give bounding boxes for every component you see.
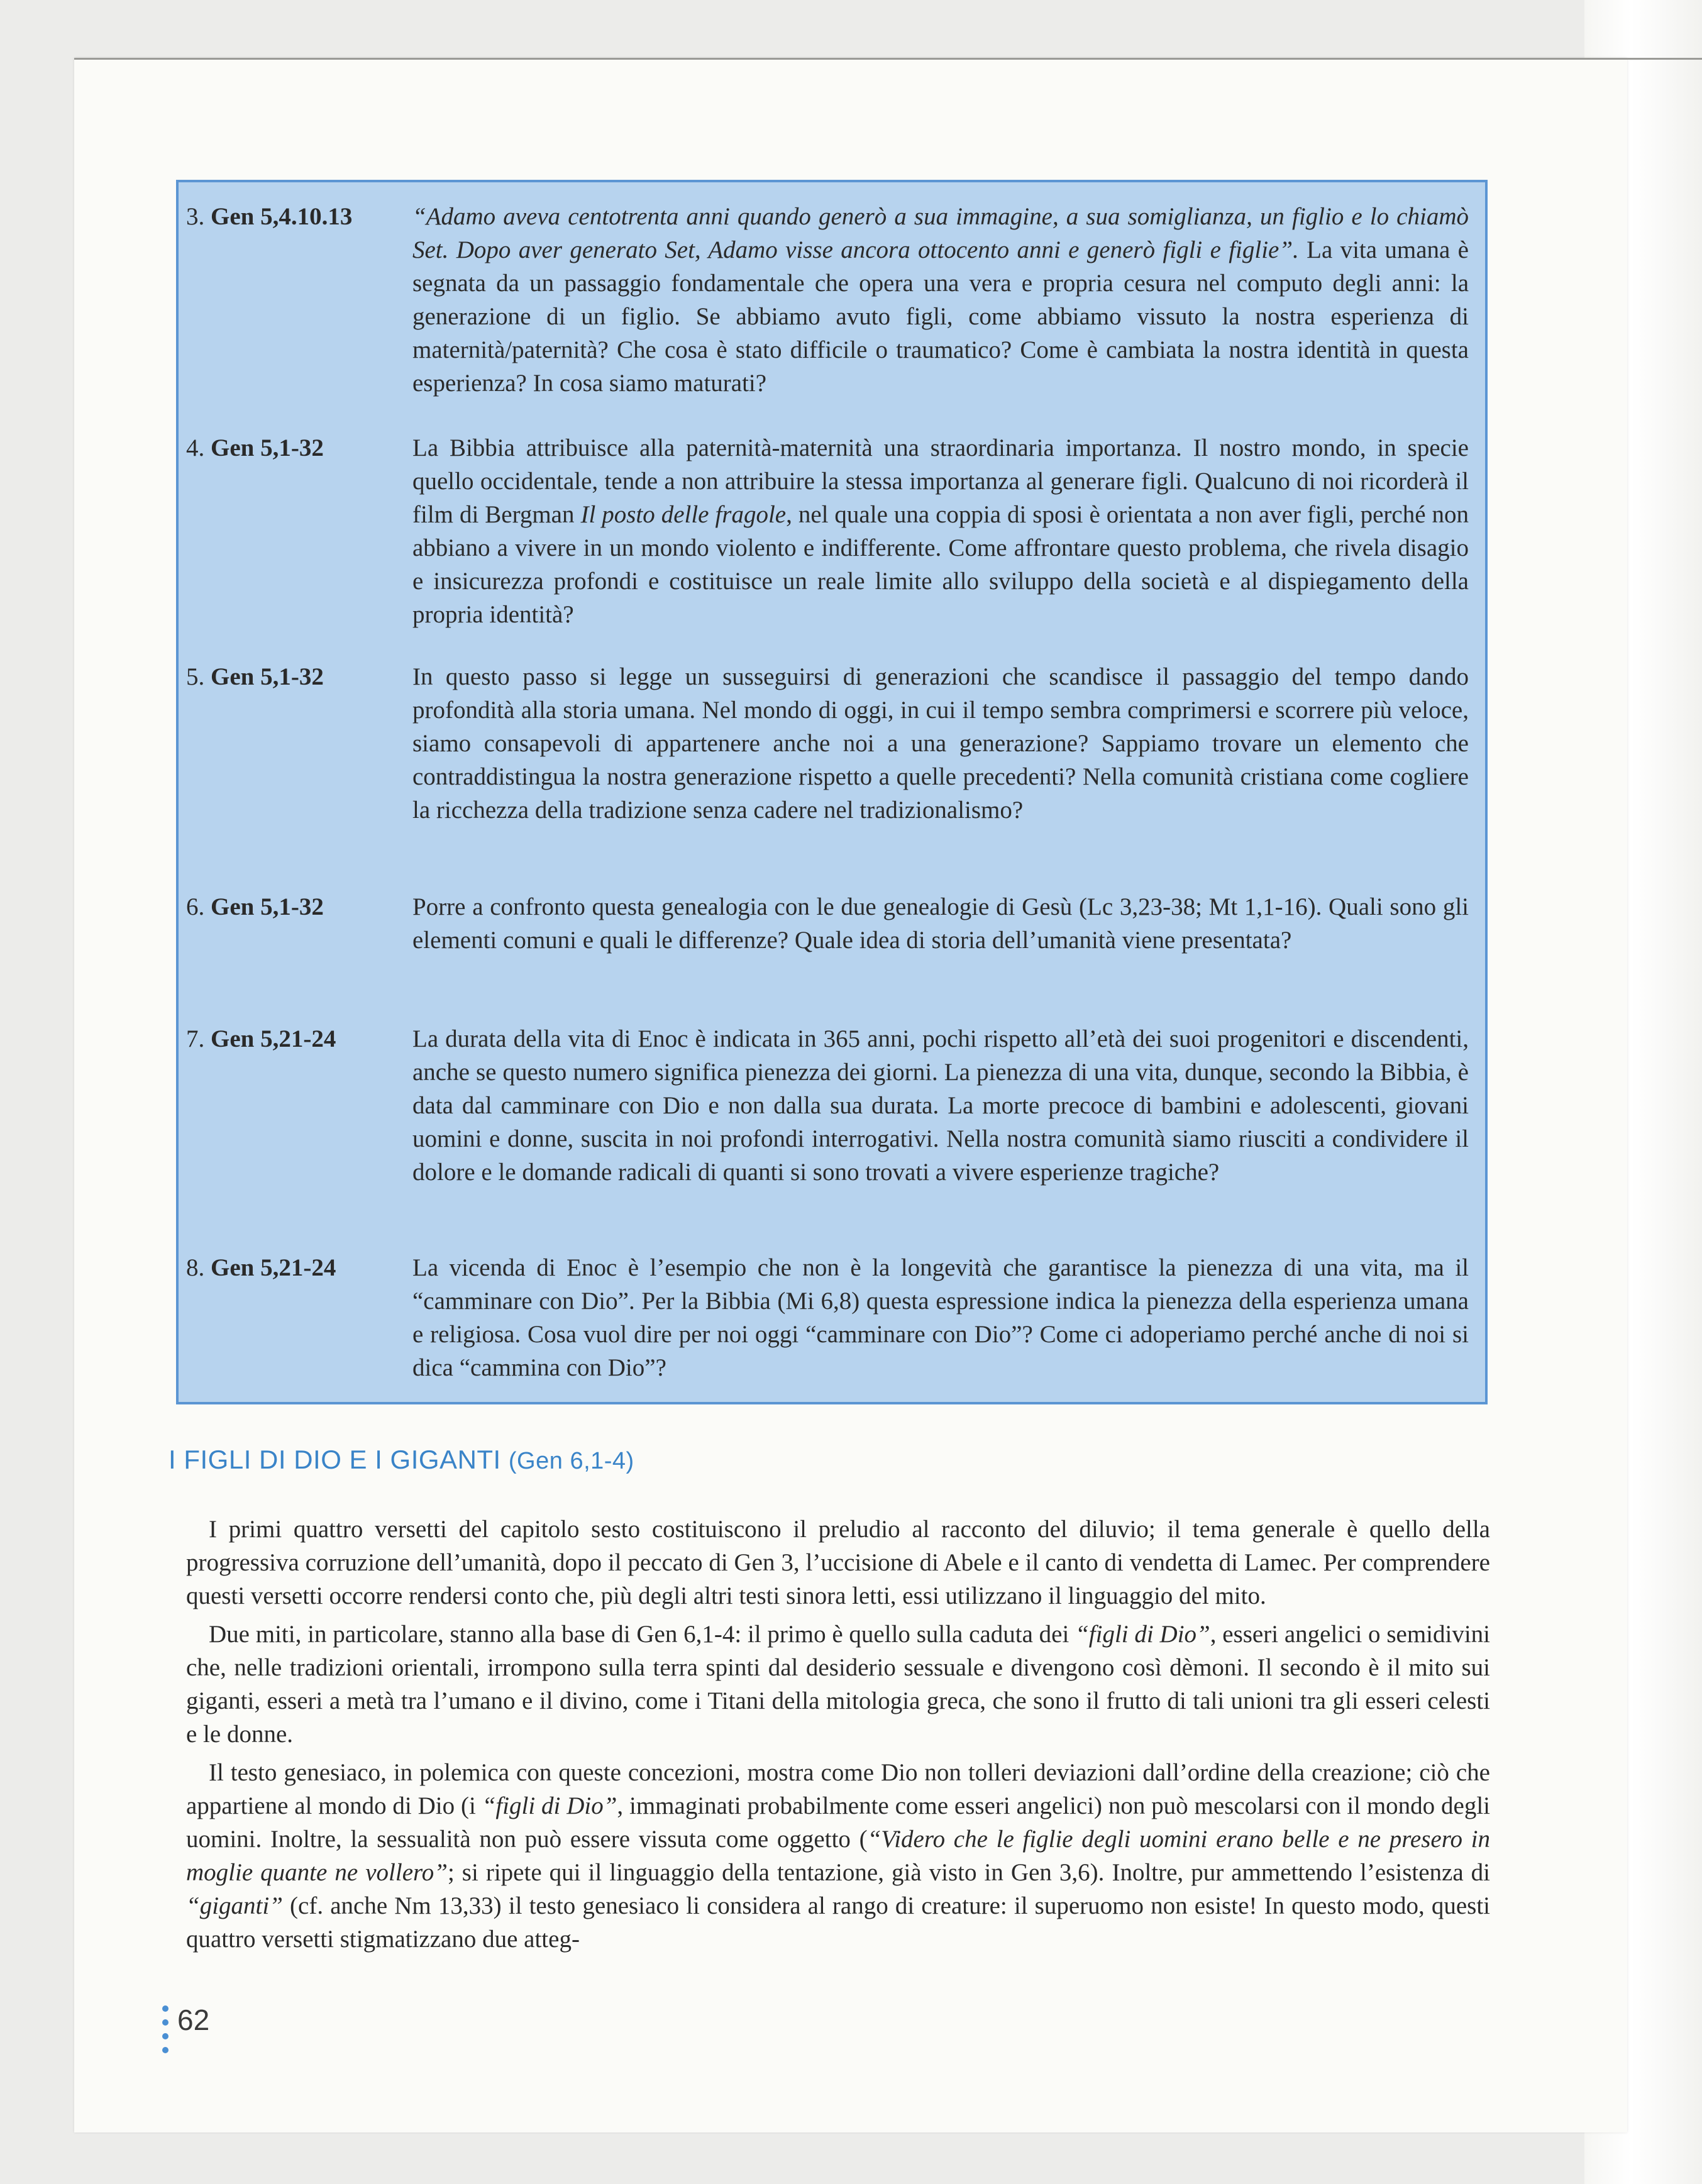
question-reference: [186, 660, 412, 827]
bible-reference: Gen 5,21-24: [211, 1254, 336, 1281]
question-text: [412, 431, 1481, 631]
text-run: Il testo genesiaco, in polemica con queste concezioni, mostra come Dio non tolleri deviazioni dall’ordine della creazione; ciò che appartiene al mondo di Dio (i: [186, 1759, 1490, 1819]
question-item: [186, 1251, 1481, 1384]
bible-reference: Gen 5,21-24: [211, 1025, 336, 1052]
question-number: 6.: [186, 893, 205, 920]
bible-reference: Gen 5,1-32: [211, 893, 324, 920]
question-text: La vicenda di Enoc è l’esempio che non è la longevità che garantisce la pienezza di una vita, ma il “camminare con Dio”. Per la Bibbia (Mi 6,8) questa espressione indica la pienezza della esperienza umana e religiosa. Cosa vuol dire per noi oggi “camminare con Dio”? Come ci adoperiamo perché anche di noi si dica “cammina con Dio”?: [412, 1254, 1469, 1381]
text-run: Due miti, in particolare, stanno alla base di Gen 6,1-4: il primo è quello sulla caduta dei: [209, 1621, 1076, 1648]
question-item: [186, 890, 1481, 957]
bible-reference: Gen 5,1-32: [211, 663, 324, 690]
text-run: ; si ripete qui il linguaggio della tentazione, già visto in Gen 3,6). Inoltre, pur ammettendo l’esistenza di: [447, 1859, 1491, 1886]
question-reference: [186, 200, 412, 400]
text-run: , immaginati probabilmente come esseri angelici) non può mescolarsi con il mondo degli uomini. Inoltre, la sessualità non può essere vissuta come oggetto (: [186, 1792, 1490, 1853]
section-reference: (Gen 6,1-4): [508, 1448, 634, 1474]
quote: “Adamo aveva centotrenta anni quando generò a sua immagine, a sua somiglianza, un figlio e lo chiamò Set. Dopo aver generato Set, Adamo visse ancora ottocento anni e generò figli e figlie”.: [412, 203, 1469, 263]
question-number: 7.: [186, 1025, 205, 1052]
question-item: [186, 1022, 1481, 1189]
question-reference: [186, 431, 412, 631]
question-number: 3.: [186, 203, 205, 230]
question-item: [186, 660, 1481, 827]
section-heading: [169, 1445, 634, 1475]
emphasis: “figli di Dio”: [482, 1792, 617, 1819]
emphasis: “Videro che le figlie degli uomini erano belle e ne presero in moglie quante ne vollero”: [186, 1826, 1490, 1886]
page-number: 62: [177, 2004, 210, 2036]
body-text: [186, 1513, 1490, 1961]
question-reference: [186, 1022, 412, 1189]
folio-dots-icon: [162, 2005, 169, 2053]
emphasis: “figli di Dio”: [1075, 1621, 1210, 1648]
question-body: , nel quale una coppia di sposi è orientata a non aver figli, perché non abbiano a vivere in un mondo violento e indifferente. Come affrontare questo problema, che rivela disagio e insicurezza profondi e costituisce un reale limite allo sviluppo della società e al dispiegamento della propria identità?: [412, 501, 1469, 628]
page-folio: [162, 2003, 209, 2053]
question-text: Porre a confronto questa genealogia con le due genealogie di Gesù (Lc 3,23-38; Mt 1,1-16). Quali sono gli elementi comuni e quali le differenze? Quale idea di storia dell’umanità viene presentata?: [412, 893, 1469, 954]
bible-reference: Gen 5,4.10.13: [211, 203, 353, 230]
emphasis: “giganti”: [186, 1892, 283, 1919]
question-text: La durata della vita di Enoc è indicata in 365 anni, pochi rispetto all’età dei suoi progenitori e discendenti, anche se questo numero significa pienezza dei giorni. La pienezza di una vita, dunque, secondo la Bibbia, è data dal camminare con Dio e non dalla sua durata. La morte precoce di bambini e adolescenti, giovani uomini e donne, suscita in noi profondi interrogativi. Nella nostra comunità siamo riusciti a condividere il dolore e le domande radicali di quanti si sono trovati a vivere esperienze tragiche?: [412, 1025, 1469, 1186]
question-text: In questo passo si legge un susseguirsi di generazioni che scandisce il passaggio del tempo dando profondità alla storia umana. Nel mondo di oggi, in cui il tempo sembra comprimersi e scorrere più veloce, siamo consapevoli di appartenere anche noi a una generazione? Sappiamo trovare un elemento che contraddistingua la nostra generazione rispetto a quelle precedenti? Nella comunità cristiana come cogliere la ricchezza della tradizione senza cadere nel tradizionalismo?: [412, 663, 1469, 824]
paragraph: [186, 1618, 1490, 1751]
paragraph: [186, 1756, 1490, 1956]
text-run: , esseri angelici o semidivini che, nelle tradizioni orientali, irrompono sulla terra spinti dal desiderio sessuale e divengono così dèmoni. Il secondo è il mito sui giganti, esseri a metà tra l’umano e il divino, come i Titani della mitologia greca, che sono il frutto di tali unioni tra gli esseri celesti e le donne.: [186, 1621, 1490, 1748]
section-title: I FIGLI DI DIO E I GIGANTI: [169, 1445, 501, 1474]
film-title: Il posto delle fragole: [580, 501, 787, 528]
question-item: [186, 431, 1481, 631]
question-body: La vita umana è segnata da un passaggio fondamentale che opera una vera e propria cesura nel computo degli anni: la generazione di un figlio. Se abbiamo avuto figli, come abbiamo vissuto la nostra esperienza di maternità/paternità? Che cosa è stato difficile o traumatico? Come è cambiata la nostra identità in questa esperienza? In cosa siamo maturati?: [412, 236, 1469, 397]
question-number: 4.: [186, 434, 205, 461]
text-run: (cf. anche Nm 13,33) il testo genesiaco li considera al rango di creature: il superuomo non esiste! In questo modo, questi quattro versetti stigmatizzano due atteg-: [186, 1892, 1490, 1953]
question-number: 8.: [186, 1254, 205, 1281]
question-reference: [186, 890, 412, 957]
question-reference: [186, 1251, 412, 1384]
bible-reference: Gen 5,1-32: [211, 434, 324, 461]
question-body: La Bibbia attribuisce alla paternità-maternità una straordinaria importanza. Il nostro mondo, in specie quello occidentale, tende a non attribuire la stessa importanza al generare figli. Qualcuno di noi ricorderà il film di Bergman: [412, 434, 1469, 528]
paragraph: I primi quattro versetti del capitolo sesto costituiscono il preludio al racconto del diluvio; il tema generale è quello della progressiva corruzione dell’umanità, dopo il peccato di Gen 3, l’uccisione di Abele e il canto di vendetta di Lamec. Per comprendere questi versetti occorre rendersi conto che, più degli altri testi sinora letti, essi utilizzano il linguaggio del mito.: [186, 1516, 1490, 1609]
question-number: 5.: [186, 663, 205, 690]
question-text: [412, 200, 1481, 400]
top-edge-line: [74, 58, 1702, 60]
question-item: [186, 200, 1481, 400]
